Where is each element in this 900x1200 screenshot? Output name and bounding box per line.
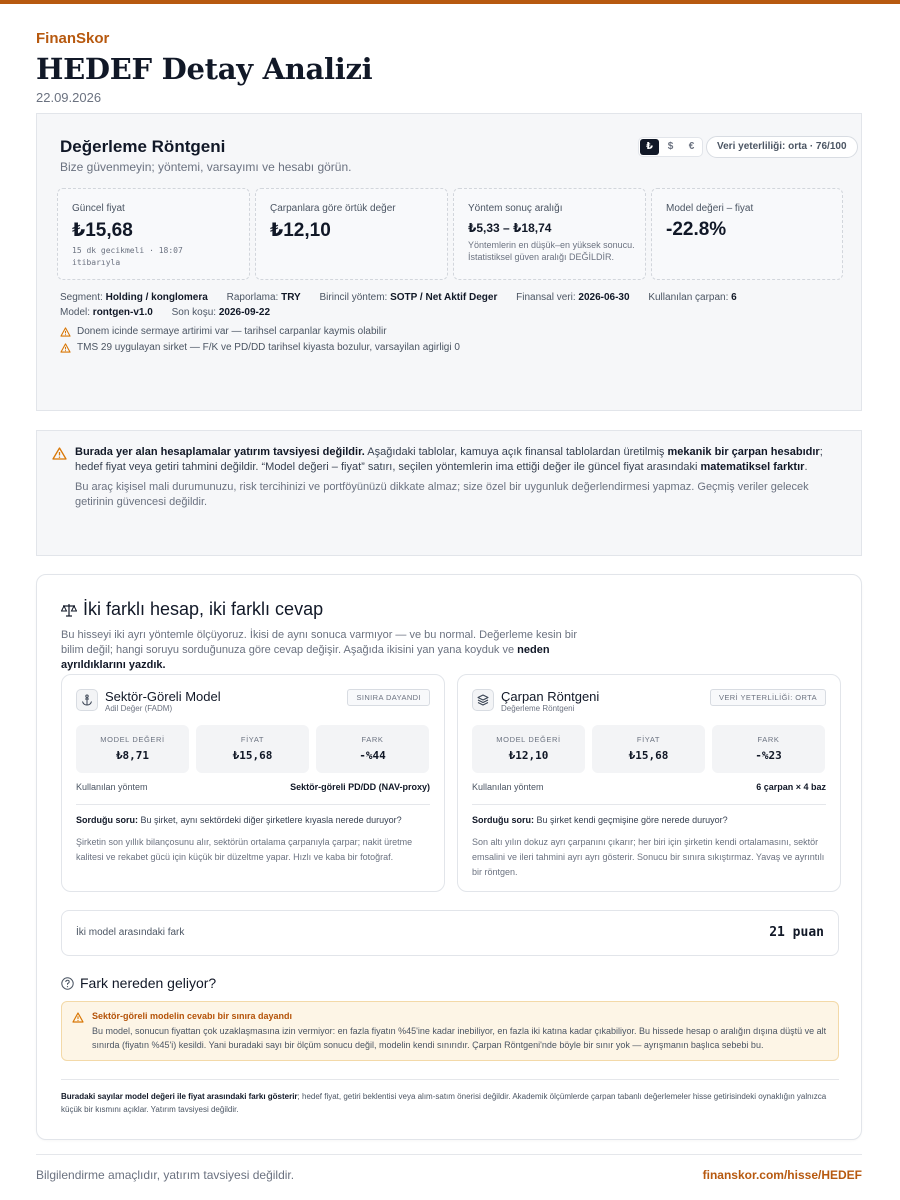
range-note-1: Yöntemlerin en düşük–en yüksek sonucu. (468, 240, 635, 250)
boundary-alert (61, 1001, 839, 1061)
help-circle-icon (61, 977, 74, 990)
difference-value: 21 puan (769, 925, 824, 940)
footer-disclaimer: Bilgilendirme amaçlıdır, yatırım tavsiyesi değildir. (36, 1168, 295, 1182)
model-difference-row (61, 910, 839, 956)
price-delay-note: 15 dk gecikmeli · 18:07 itibarıyla (72, 246, 183, 267)
stat-difference: FARK -%44 (316, 725, 429, 773)
anchor-icon (76, 689, 98, 711)
metric-label: Model değeri – fiyat (666, 203, 754, 214)
card-title: Çarpan Röntgeni (501, 689, 600, 704)
warning-text: Donem icinde sermaye artirimi var — tarihsel carpanlar kaymis olabilir (77, 326, 387, 337)
card-subtitle: Değerleme Röntgeni (501, 704, 575, 713)
brand-logo[interactable]: FinanSkor (36, 30, 110, 47)
metric-label: Çarpanlara göre örtük değer (270, 203, 396, 214)
alert-title: Sektör-göreli modelin cevabı bir sınıra dayandı (92, 1011, 293, 1021)
footer-divider (36, 1154, 862, 1155)
disclaimer-panel (36, 430, 862, 556)
metric-method-range (453, 188, 646, 280)
page-title: HEDEF Detay Analizi (36, 52, 373, 86)
metric-current-price (57, 188, 250, 280)
status-badge: VERİ YETERLİLİĞİ: ORTA (710, 689, 826, 706)
model-comparison-panel (36, 574, 862, 1140)
warning-item (60, 342, 460, 353)
disclaimer-main-text: Burada yer alan hesaplamalar yatırım tavsiyesi değildir. Aşağıdaki tablolar, kamuya açık finansal tablolardan üretilmiş mekanik bir çarpan hesabıdır; hedef fiyat veya getiri tahmini değildir. “Model değeri – fiyat” satırı, seçilen yöntemlerin ima ettiği değer ile güncel fiyat arasındaki matematiksel farktır. (75, 446, 823, 473)
method-row: Kullanılan yöntem 6 çarpan × 4 baz (472, 782, 826, 805)
currency-eur-button[interactable]: € (688, 141, 695, 152)
top-accent-bar (0, 0, 900, 4)
warning-text: TMS 29 uygulayan sirket — F/K ve PD/DD tarihsel kiyasta bozulur, varsayilan agirligi 0 (77, 342, 460, 353)
card-subtitle: Adil Değer (FADM) (105, 704, 173, 713)
meta-model: Model: rontgen-v1.0 (60, 307, 153, 318)
xray-subtitle: Bize güvenmeyin; yöntemi, varsayımı ve hesabı görün. (60, 160, 352, 174)
footer-link[interactable]: finanskor.com/hisse/HEDEF (702, 1168, 862, 1182)
meta-reporting: Raporlama: TRY (226, 292, 301, 303)
layers-icon (472, 689, 494, 711)
warning-icon (72, 1012, 84, 1023)
method-description: Son altı yılın dokuz ayrı çarpanını çıkarır; her biri için şirketin kendi ortalamasını, sektör emsalini ve ileri tahmini ayrı ayrı gösterir. Sonucu bir sınıra sıkıştırmaz. Yavaş ve ayrıntılı bir röntgen. (472, 837, 825, 877)
data-sufficiency-badge: Veri yeterliliği: orta · 76/100 (706, 136, 858, 158)
metric-value: ₺5,33 – ₺18,74 (468, 221, 552, 235)
warning-item (60, 326, 387, 337)
metric-value: -22.8% (666, 219, 727, 240)
currency-usd-button[interactable]: $ (667, 141, 674, 152)
disclaimer-secondary-text: Bu araç kişisel mali durumunuzu, risk tercihinizi ve portföyünüzü dikkate almaz; size özel bir uygunluk değerlendirmesi yapmaz. Geçmiş veriler gelecek getirinin güvencesi değildir. (75, 481, 809, 508)
difference-label: İki model arasındaki fark (76, 927, 185, 938)
meta-primary-method: Birincil yöntem: SOTP / Net Aktif Deger (319, 292, 498, 303)
question-text: Sorduğu soru: Bu şirket kendi geçmişine göre nerede duruyor? (472, 815, 728, 825)
metric-label: Yöntem sonuç aralığı (468, 203, 563, 214)
currency-try-button[interactable]: ₺ (640, 139, 659, 155)
metric-value: ₺12,10 (270, 220, 331, 241)
scale-icon (61, 603, 77, 617)
card-title: Sektör-Göreli Model (105, 689, 221, 704)
comparison-footnote: Buradaki sayılar model değeri ile fiyat arasındaki farkı gösterir; hedef fiyat, getiri beklentisi veya alım-satım önerisi değildir. Akademik ölçümlerde çarpan tabanlı değerlemeler hisse getirisindeki oynaklığın yalnızca küçük bir kısmını açıklar. Yatırım tavsiyesi değildir. (61, 1079, 839, 1116)
meta-info-line (60, 290, 850, 320)
alert-description: Bu model, sonucun fiyattan çok uzaklaşmasına izin vermiyor: en fazla fiyatın %45'ine kadar inebiliyor, en fazla iki katına kadar çıkabiliyor. Bu hissede hesap o aralığın dışına düştü ve alt sınırda (fiyatın %45'i) kesildi. Yani buradaki sayı bir ölçüm sonucu değil, modelin kendi sınırıdır. Çarpan Röntgeni'nde böyle bir sınır yok — ayrışmanın başlıca sebebi bu. (92, 1026, 827, 1050)
meta-financial-data: Finansal veri: 2026-06-30 (516, 292, 630, 303)
method-description: Şirketin son yıllık bilançosunu alır, sektörün ortalama çarpanıyla çarpar; nakit üretme kalitesi ve rekabet gücü için küçük bir düzeltme yapar. Hızlı ve kaba bir fotoğraf. (76, 837, 413, 862)
warning-icon (60, 343, 71, 353)
metric-model-minus-price (651, 188, 843, 280)
sector-relative-model-card (61, 674, 445, 892)
status-badge: SINIRA DAYANDI (347, 689, 430, 706)
question-text: Sorduğu soru: Bu şirket, aynı sektördeki diğer şirketlere kıyasla nerede duruyor? (76, 815, 402, 825)
meta-last-run: Son koşu: 2026-09-22 (171, 307, 271, 318)
stat-model-value: MODEL DEĞERİ ₺12,10 (472, 725, 585, 773)
stat-price: FİYAT ₺15,68 (196, 725, 309, 773)
meta-multiples-used: Kullanılan çarpan: 6 (648, 292, 737, 303)
xray-title: Değerleme Röntgeni (60, 137, 226, 156)
where-diff-heading: Fark nereden geliyor? (61, 975, 216, 991)
report-date: 22.09.2026 (36, 90, 102, 105)
comparison-subtitle: Bu hisseyi iki ayrı yöntemle ölçüyoruz. İkisi de aynı sonuca varmıyor — ve bu normal. Değerleme kesin bir bilim değil; hangi soruyu sorduğunuza göre cevap değişir. Aşağıda ikisini yan yana koyduk ve neden ayrıldıklarını yazdık. (61, 629, 577, 671)
metric-implied-value (255, 188, 448, 280)
warning-icon (60, 327, 71, 337)
method-row: Kullanılan yöntem Sektör-göreli PD/DD (NAV-proxy) (76, 782, 430, 805)
currency-toggle (638, 137, 703, 157)
warning-icon (52, 447, 67, 460)
range-note-2: İstatistiksel güven aralığı DEĞİLDİR. (468, 252, 615, 262)
meta-segment: Segment: Holding / konglomera (60, 292, 208, 303)
metric-value: ₺15,68 (72, 220, 133, 241)
multiples-xray-card (457, 674, 841, 892)
stat-price: FİYAT ₺15,68 (592, 725, 705, 773)
stat-model-value: MODEL DEĞERİ ₺8,71 (76, 725, 189, 773)
comparison-title: İki farklı hesap, iki farklı cevap (61, 599, 323, 620)
stat-difference: FARK -%23 (712, 725, 825, 773)
metric-label: Güncel fiyat (72, 203, 125, 214)
valuation-xray-panel (36, 113, 862, 411)
